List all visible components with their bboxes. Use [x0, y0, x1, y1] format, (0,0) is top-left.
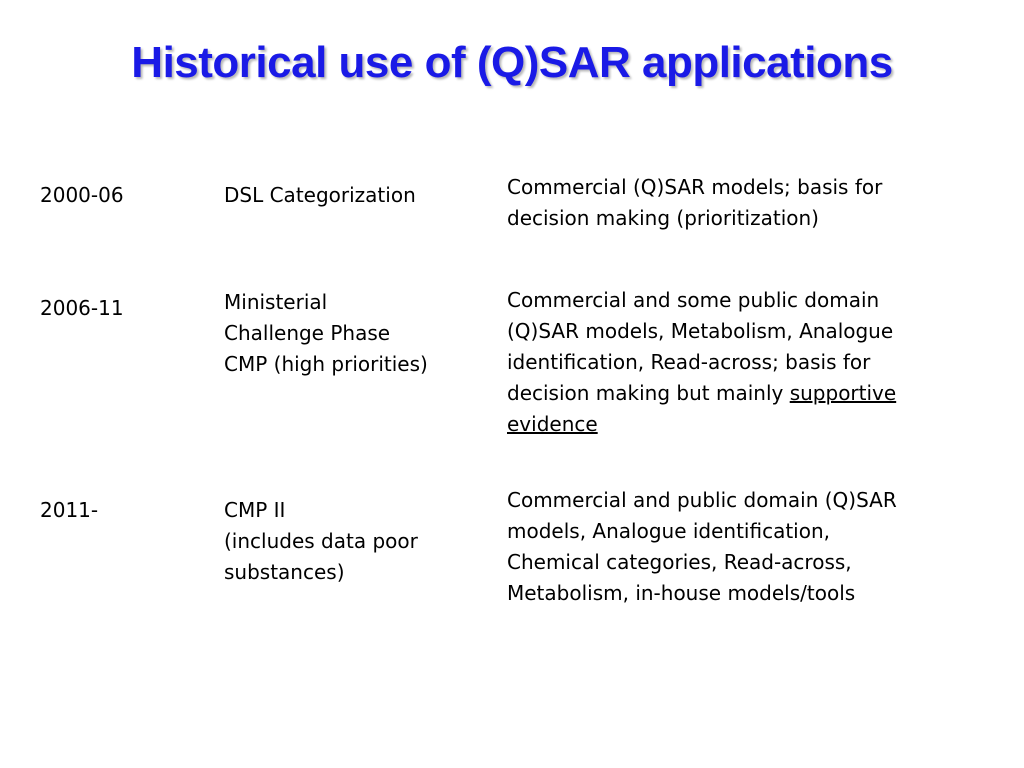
- period-text: 2006-11: [40, 296, 124, 320]
- description-cell: [507, 485, 987, 609]
- description-line: Commercial (Q)SAR models; basis for: [507, 175, 883, 199]
- description-line: identification, Read-across; basis for: [507, 350, 871, 374]
- period-cell: [40, 293, 210, 324]
- period-text: 2000-06: [40, 183, 124, 207]
- description-line: models, Analogue identification,: [507, 519, 830, 543]
- program-line: Ministerial: [224, 290, 328, 314]
- description-line: decision making (prioritization): [507, 206, 819, 230]
- description-text: decision making but mainly: [507, 381, 790, 405]
- program-line: CMP II: [224, 498, 286, 522]
- period-cell: [40, 495, 210, 526]
- program-line: Challenge Phase: [224, 321, 391, 345]
- program-line: DSL Categorization: [224, 183, 416, 207]
- description-line: [507, 378, 987, 409]
- description-line: Chemical categories, Read-across,: [507, 550, 852, 574]
- description-line: [507, 409, 987, 440]
- period-cell: [40, 180, 210, 211]
- program-line: substances): [224, 560, 345, 584]
- program-cell: [224, 180, 486, 211]
- description-line: Commercial and some public domain: [507, 288, 880, 312]
- slide-title: Historical use of (Q)SAR applications: [131, 38, 893, 87]
- description-line: Commercial and public domain (Q)SAR: [507, 488, 897, 512]
- program-line: CMP (high priorities): [224, 352, 428, 376]
- program-line: (includes data poor: [224, 529, 418, 553]
- description-cell: [507, 172, 987, 234]
- underlined-text: evidence: [507, 412, 598, 436]
- description-line: Metabolism, in-house models/tools: [507, 581, 856, 605]
- program-cell: [224, 495, 486, 588]
- period-text: 2011-: [40, 498, 99, 522]
- description-cell: [507, 285, 987, 440]
- description-line: (Q)SAR models, Metabolism, Analogue: [507, 319, 894, 343]
- underlined-text: supportive: [789, 381, 897, 405]
- program-cell: [224, 287, 486, 380]
